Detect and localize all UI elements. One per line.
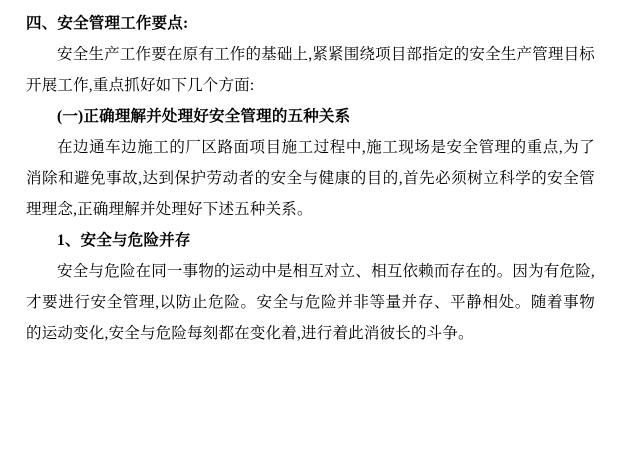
intro-paragraph: 安全生产工作要在原有工作的基础上,紧紧围绕项目部指定的安全生产管理目标开展工作,重点抓好如下几个方面: [26, 46, 595, 94]
subsection-heading-2: 1、安全与危险并存 [57, 232, 191, 249]
body-paragraph-2: 安全与危险在同一事物的运动中是相互对立、相互依赖而存在的。因为有危险,才要进行安全管理,以防止危险。安全与危险并非等量并存、平静相处。随着事物的运动变化,安全与危险每刻都在变化着,进行着此消彼长的斗争。 [26, 263, 595, 342]
body-paragraph-1: 在边通车边施工的厂区路面项目施工过程中,施工现场是安全管理的重点,为了消除和避免事故,达到保护劳动者的安全与健康的目的,首先必须树立科学的安全管理理念,正确理解并处理好下述五种关系。 [26, 139, 595, 218]
subsection-heading-1: (一)正确理解并处理好安全管理的五种关系 [57, 108, 351, 125]
section-heading: 四、安全管理工作要点: [26, 15, 189, 32]
